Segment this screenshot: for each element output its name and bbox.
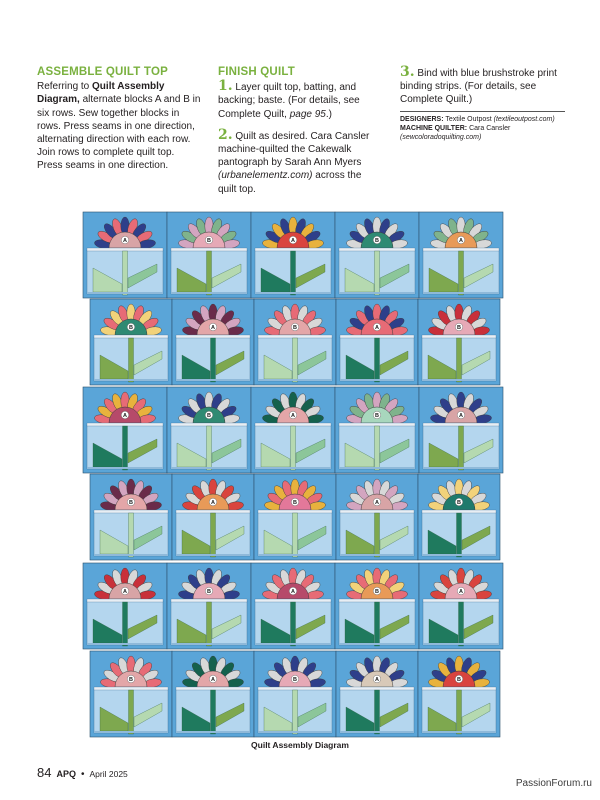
quilt-block xyxy=(167,563,251,649)
watermark: PassionForum.ru xyxy=(515,778,592,789)
block-label: B xyxy=(207,413,211,419)
quilt-block xyxy=(172,474,254,560)
quilt-block xyxy=(336,299,418,385)
block-label: A xyxy=(123,238,127,244)
page-footer xyxy=(37,765,128,780)
quilt-block xyxy=(336,651,418,737)
quilter-url: (sewcoloradoquilting.com) xyxy=(400,133,482,141)
block-label: B xyxy=(129,677,133,683)
quilt-block xyxy=(254,651,336,737)
diagram-caption: Quilt Assembly Diagram xyxy=(251,740,349,750)
block-label: A xyxy=(291,238,295,244)
quilt-block xyxy=(251,387,335,473)
quilt-block xyxy=(251,212,335,298)
block-label: A xyxy=(291,589,295,595)
block-label: B xyxy=(375,413,379,419)
quilt-block xyxy=(418,299,500,385)
quilt-block xyxy=(90,651,172,737)
block-label: B xyxy=(293,500,297,506)
quilt-block xyxy=(90,299,172,385)
block-label: B xyxy=(207,238,211,244)
quilt-row xyxy=(83,212,503,298)
step-3: 3. Bind with blue brushstroke print binding strips. (For details, see Complete Quilt.) xyxy=(400,64,557,106)
block-label: B xyxy=(293,677,297,683)
block-label: A xyxy=(291,413,295,419)
quilt-block xyxy=(83,387,167,473)
quilt-block xyxy=(335,563,419,649)
block-label: A xyxy=(375,500,379,506)
block-label: A xyxy=(375,677,379,683)
quilt-row xyxy=(90,299,500,385)
quilt-block xyxy=(83,563,167,649)
step-2: 2. Quilt as desired. Cara Cansler machine-quilted the Cakewalk pantograph by Sarah Ann Myers (urbanelementz.com) across the quilt top. xyxy=(218,126,370,195)
quilt-block xyxy=(254,299,336,385)
quilt-block xyxy=(335,387,419,473)
quilt-block xyxy=(419,387,503,473)
quilt-block xyxy=(254,474,336,560)
block-label: B xyxy=(375,589,379,595)
block-label: A xyxy=(459,413,463,419)
block-label: B xyxy=(207,589,211,595)
assemble-paragraph: Referring to Quilt Assembly Diagram, alternate blocks A and B in six rows. Sew together blocks in rows. Press seams in one direction, alternating direction with each row. Join rows to complete quilt top. Press seams in one direction. xyxy=(37,81,201,172)
quilt-block xyxy=(90,474,172,560)
quilt-block xyxy=(172,651,254,737)
block-label: B xyxy=(457,325,461,331)
quilt-row xyxy=(83,563,503,649)
quilt-block xyxy=(418,651,500,737)
quilt-block xyxy=(418,474,500,560)
quilt-row xyxy=(90,474,500,560)
block-label: B xyxy=(129,325,133,331)
quilt-block xyxy=(335,212,419,298)
block-label: A xyxy=(211,325,215,331)
assemble-heading: ASSEMBLE QUILT TOP xyxy=(37,66,168,78)
block-label: B xyxy=(129,500,133,506)
page-number: 84 xyxy=(37,765,52,780)
quilt-block xyxy=(167,387,251,473)
block-label: A xyxy=(123,589,127,595)
block-label: A xyxy=(211,500,215,506)
designers-credit: DESIGNERS: Textile Outpost (textileoutpost.com) xyxy=(400,115,555,123)
step-1: 1. Layer quilt top, batting, and backing; baste. (For details, see Complete Quilt, page 95.) xyxy=(218,78,360,120)
block-label: B xyxy=(375,238,379,244)
block-label: B xyxy=(457,500,461,506)
quilt-block xyxy=(83,212,167,298)
quilt-block xyxy=(172,299,254,385)
quilt-block xyxy=(336,474,418,560)
quilt-block xyxy=(167,212,251,298)
quilt-row xyxy=(83,387,503,473)
quilt-block xyxy=(419,563,503,649)
block-label: B xyxy=(293,325,297,331)
block-label: A xyxy=(459,238,463,244)
block-label: A xyxy=(375,325,379,331)
quilt-row xyxy=(90,651,500,737)
block-label: A xyxy=(123,413,127,419)
magazine-name: APQ xyxy=(56,769,76,779)
quilter-credit: MACHINE QUILTER: Cara Cansler xyxy=(400,124,511,132)
quilt-block xyxy=(419,212,503,298)
block-label: B xyxy=(457,677,461,683)
block-label: A xyxy=(211,677,215,683)
footer-separator: • xyxy=(80,769,85,780)
block-label: A xyxy=(459,589,463,595)
issue-date: April 2025 xyxy=(89,769,128,779)
finish-heading: FINISH QUILT xyxy=(218,66,295,78)
quilt-block xyxy=(251,563,335,649)
